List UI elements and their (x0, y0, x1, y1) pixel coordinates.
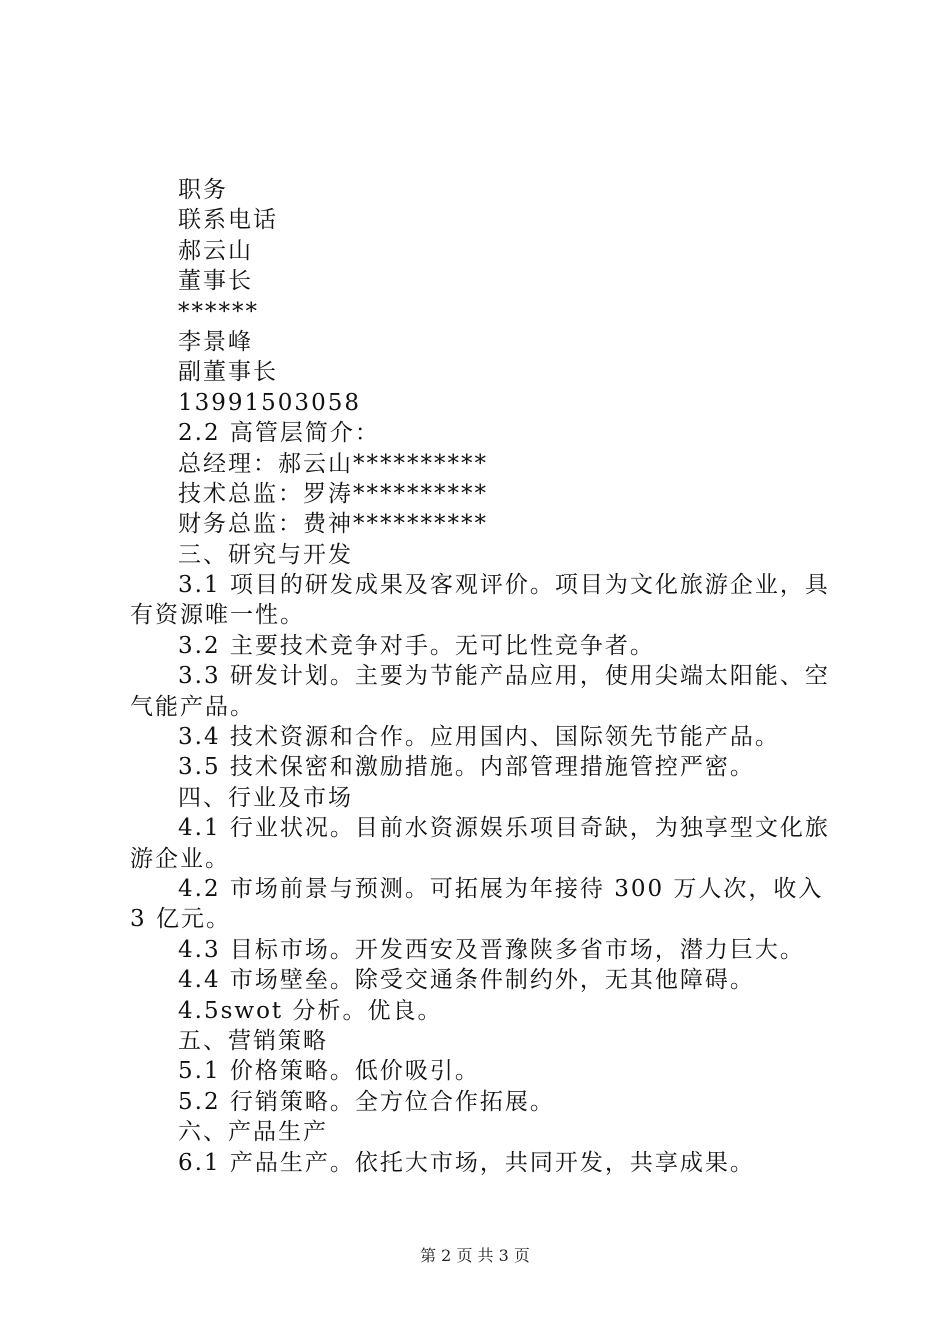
paragraph: 4.5swot 分析。优良。 (178, 997, 443, 1024)
text-line: 联系电话 (178, 207, 278, 234)
text-line: 李景峰 (178, 328, 253, 355)
text-line: 总经理：郝云山********** (178, 450, 488, 477)
text-line: 郝云山 (178, 237, 253, 264)
section-heading: 五、营销策略 (178, 1028, 328, 1055)
paragraph: 5.2 行销策略。全方位合作拓展。 (178, 1088, 555, 1115)
text-line: 财务总监：费神********** (178, 511, 488, 538)
paragraph: 4.2 市场前景与预测。可拓展为年接待 300 万人次，收入 3 亿元。 (130, 876, 824, 933)
text-line: 13991503058 (178, 389, 361, 416)
paragraph: 4.3 目标市场。开发西安及晋豫陕多省市场，潜力巨大。 (178, 936, 805, 963)
text-line: 技术总监：罗涛********** (178, 480, 488, 507)
paragraph: 3.1 项目的研发成果及客观评价。项目为文化旅游企业，具有资源唯一性。 (130, 572, 830, 629)
document-body (130, 175, 835, 1178)
section-heading: 四、行业及市场 (178, 784, 353, 811)
text-line: 副董事长 (178, 359, 278, 386)
paragraph: 4.4 市场壁垒。除受交通条件制约外，无其他障碍。 (178, 967, 755, 994)
section-heading: 六、产品生产 (178, 1119, 328, 1146)
paragraph: 5.1 价格策略。低价吸引。 (178, 1058, 480, 1085)
paragraph: 3.5 技术保密和激励措施。内部管理措施管控严密。 (178, 754, 755, 781)
page-footer: 第 2 页 共 3 页 (420, 1246, 530, 1265)
text-line: 董事长 (178, 268, 253, 295)
text-line: ****** (178, 298, 259, 325)
paragraph: 3.4 技术资源和合作。应用国内、国际领先节能产品。 (178, 724, 780, 751)
section-heading: 2.2 高管层简介： (178, 420, 380, 447)
paragraph: 6.1 产品生产。依托大市场，共同开发，共享成果。 (178, 1149, 755, 1176)
paragraph: 3.3 研发计划。主要为节能产品应用，使用尖端太阳能、空气能产品。 (130, 663, 830, 720)
text-line: 职务 (178, 177, 228, 203)
paragraph: 3.2 主要技术竞争对手。无可比性竞争者。 (178, 632, 655, 659)
section-heading: 三、研究与开发 (178, 541, 353, 568)
paragraph: 4.1 行业状况。目前水资源娱乐项目奇缺，为独享型文化旅游企业。 (130, 815, 830, 872)
